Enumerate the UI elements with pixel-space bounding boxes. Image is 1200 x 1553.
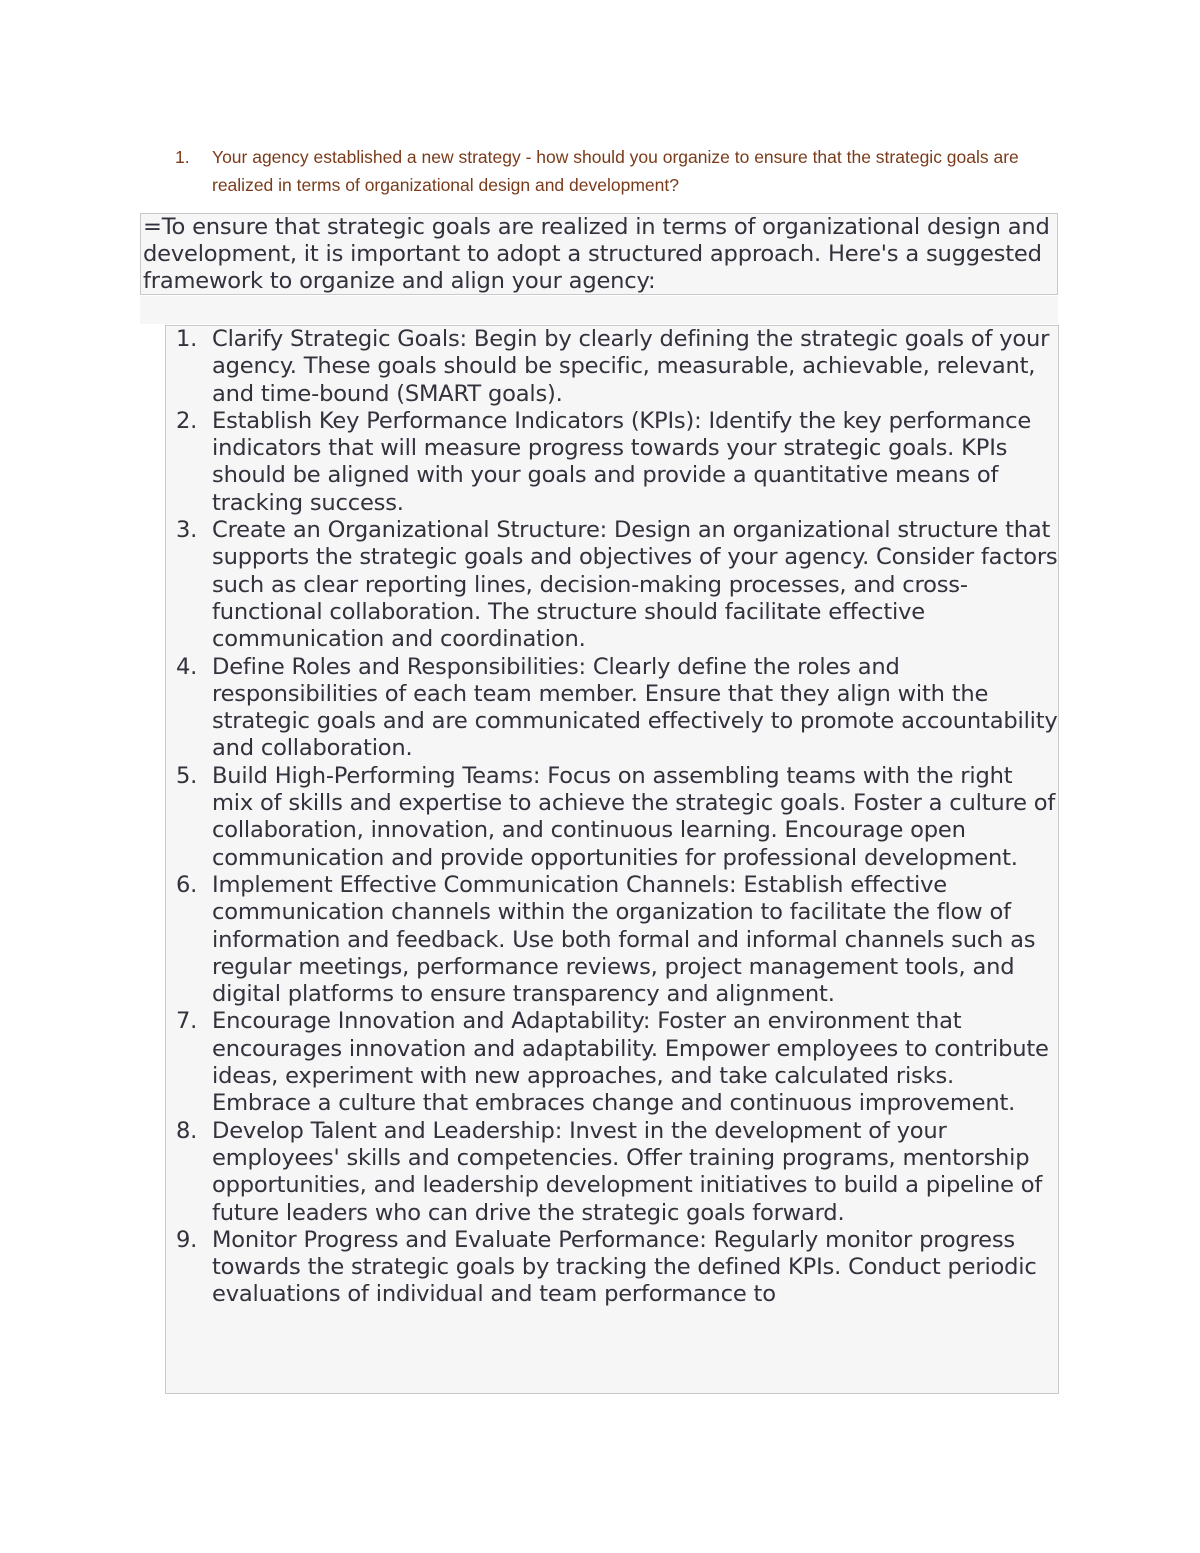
list-item xyxy=(166,763,1059,872)
framework-list-box xyxy=(165,325,1059,1394)
list-item xyxy=(166,872,1059,1008)
list-item xyxy=(166,1118,1059,1227)
question xyxy=(175,143,1055,199)
list-item-text: Develop Talent and Leadership: Invest in the development of your employees' skills and competencies. Offer training programs, mentorship opportunities, and leadership development initiatives to build a pipeline of future leaders who can drive the strategic goals forward. xyxy=(212,1117,1043,1226)
list-item-number: 4. xyxy=(176,653,198,680)
list-item xyxy=(166,654,1059,763)
question-text: Your agency established a new strategy - how should you organize to ensure that the strategic goals are realized in terms of organizational design and development? xyxy=(212,147,1019,195)
framework-steps xyxy=(166,326,1059,1309)
box-spacer xyxy=(140,296,1058,324)
list-item-number: 3. xyxy=(176,517,198,544)
list-item-text: Establish Key Performance Indicators (KPIs): Identify the key performance indicators that will measure progress towards your strategic goals. KPIs should be aligned with your goals and provide a quantitative means of tracking success. xyxy=(212,407,1032,516)
list-item xyxy=(166,408,1059,517)
list-item-text: Create an Organizational Structure: Design an organizational structure that supports the strategic goals and objectives of your agency. Consider factors such as clear reporting lines, decision-making processes, and cross-functional collaboration. The structure should facilitate effective communication and coordination. xyxy=(212,517,1058,653)
list-item-text: Define Roles and Responsibilities: Clearly define the roles and responsibilities of each team member. Ensure that they align with the strategic goals and are communicated effectively to promote accountability and collaboration. xyxy=(212,653,1058,762)
list-item xyxy=(166,1227,1059,1309)
list-item-text: Clarify Strategic Goals: Begin by clearly defining the strategic goals of your agency. These goals should be specific, measurable, achievable, relevant, and time-bound (SMART goals). xyxy=(212,326,1050,407)
list-item-text: Implement Effective Communication Channels: Establish effective communication channels within the organization to facilitate the flow of information and feedback. Use both formal and informal channels such as regular meetings, performance reviews, project management tools, and digital platforms to ensure transparency and alignment. xyxy=(212,871,1036,1008)
list-item-number: 5. xyxy=(176,762,198,789)
list-item-number: 6. xyxy=(176,871,198,898)
list-item-number: 1. xyxy=(176,326,198,352)
list-item-number: 2. xyxy=(176,407,198,434)
list-item xyxy=(166,517,1059,653)
list-item-number: 7. xyxy=(176,1008,198,1035)
list-item-number: 8. xyxy=(176,1117,198,1144)
list-item-text: Monitor Progress and Evaluate Performance: Regularly monitor progress towards the strategic goals by tracking the defined KPIs. Conduct periodic evaluations of individual and team performance to xyxy=(212,1226,1037,1308)
list-item xyxy=(166,1008,1059,1117)
list-item-text: Build High-Performing Teams: Focus on assembling teams with the right mix of skills and expertise to achieve the strategic goals. Foster a culture of collaboration, innovation, and continuous learning. Encourage open communication and provide opportunities for professional development. xyxy=(212,762,1056,871)
list-item-text: Encourage Innovation and Adaptability: Foster an environment that encourages innovation and adaptability. Empower employees to contribute ideas, experiment with new approaches, and take calculated risks. Embrace a culture that embraces change and continuous improvement. xyxy=(212,1008,1049,1117)
answer-intro-text: =To ensure that strategic goals are realized in terms of organizational design and development, it is important to adopt a structured approach. Here's a suggested framework to organize and align your agency: xyxy=(143,214,1050,295)
list-item-number: 9. xyxy=(176,1226,198,1253)
question-number: 1. xyxy=(175,147,190,167)
answer-intro-box xyxy=(140,213,1058,295)
list-item xyxy=(166,326,1059,408)
